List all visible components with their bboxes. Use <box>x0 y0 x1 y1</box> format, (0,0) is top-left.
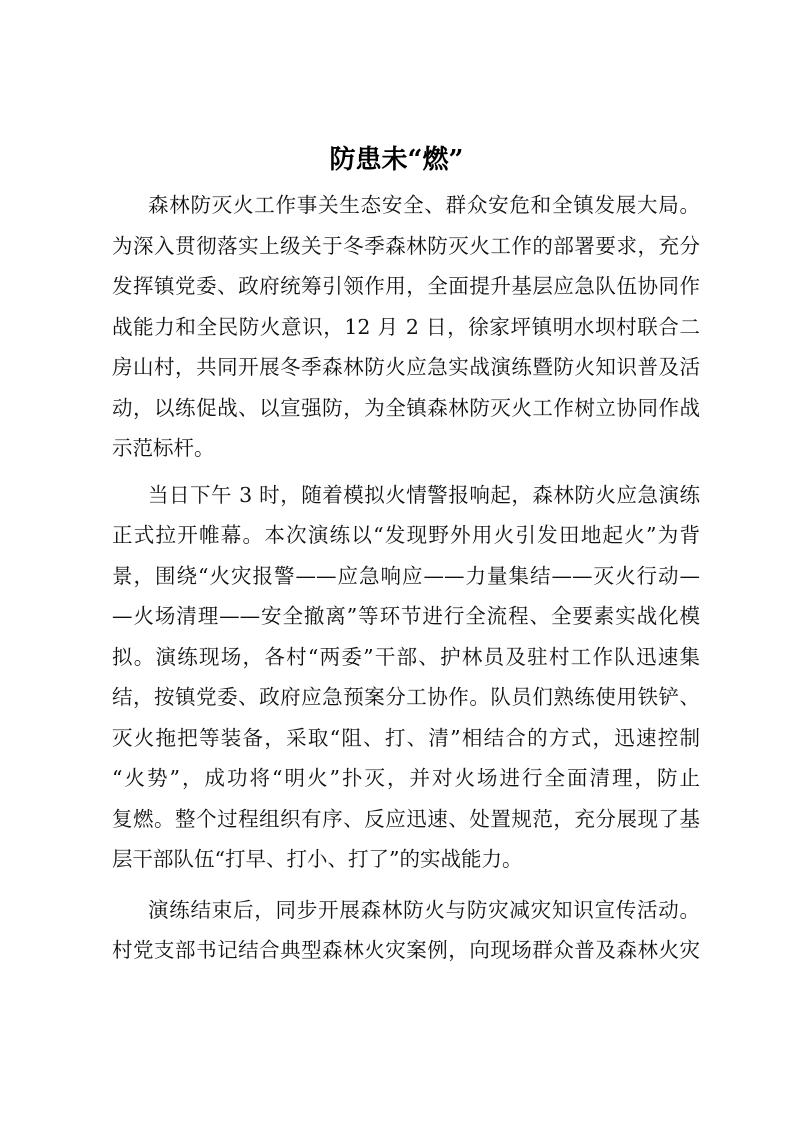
paragraph-line: 景，围绕“火灾报警——应急响应——力量集结——灭火行动— <box>112 563 700 588</box>
paragraph-line: 结，按镇党委、政府应急预案分工协作。队员们熟练使用铁铲、 <box>112 685 700 709</box>
paragraph-line: 拟。演练现场，各村“两委”干部、护林员及驻村工作队迅速集 <box>112 644 700 669</box>
paragraph-line: 村党支部书记结合典型森林火灾案例，向现场群众普及森林火灾 <box>112 938 700 962</box>
paragraph-line: 示范标杆。 <box>112 436 215 460</box>
paragraph-line: “火势”，成功将“明火”扑灭，并对火场进行全面清理，防止 <box>112 766 700 790</box>
paragraph-line: 灭火拖把等装备，采取“阻、打、清”相结合的方式，迅速控制 <box>112 725 700 750</box>
paragraph-line: 为深入贯彻落实上级关于冬季森林防灭火工作的部署要求，充分 <box>112 233 700 258</box>
paragraph-line: 战能力和全民防火意识，12 月 2 日，徐家坪镇明水坝村联合二 <box>112 314 700 339</box>
document-title: 防患未“燃” <box>329 145 464 175</box>
paragraph-1 <box>112 185 700 469</box>
paragraph-line: 当日下午 3 时，随着模拟火情警报响起，森林防火应急演练 <box>148 482 700 507</box>
document-body <box>112 185 700 971</box>
paragraph-2 <box>112 475 700 880</box>
paragraph-line: 森林防灭火工作事关生态安全、群众安危和全镇发展大局。 <box>148 193 700 217</box>
paragraph-line: —火场清理——安全撤离”等环节进行全流程、全要素实战化模 <box>112 604 700 628</box>
paragraph-line: 演练结束后，同步开展森林防火与防灾减灾知识宣传活动。 <box>148 897 700 922</box>
paragraph-3 <box>112 890 700 971</box>
paragraph-line: 房山村，共同开展冬季森林防火应急实战演练暨防火知识普及活 <box>112 355 700 379</box>
paragraph-line: 正式拉开帷幕。本次演练以“发现野外用火引发田地起火”为背 <box>112 523 700 547</box>
paragraph-line: 发挥镇党委、政府统筹引领作用，全面提升基层应急队伍协同作 <box>112 274 700 298</box>
paragraph-line: 层干部队伍“打早、打小、打了”的实战能力。 <box>112 847 523 871</box>
paragraph-line: 复燃。整个过程组织有序、反应迅速、处置规范，充分展现了基 <box>112 806 700 831</box>
paragraph-line: 动，以练促战、以宣强防，为全镇森林防灭火工作树立协同作战 <box>112 395 700 420</box>
